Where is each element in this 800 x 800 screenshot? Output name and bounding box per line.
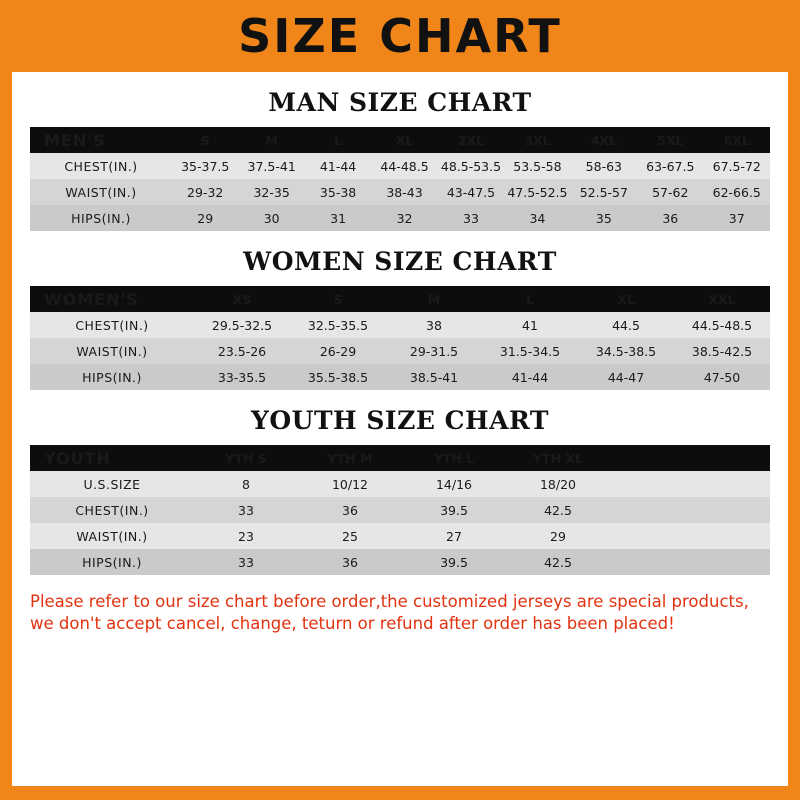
section-title-man: MAN SIZE CHART xyxy=(268,88,532,117)
women-size-table xyxy=(30,286,770,390)
table-cell: 35 xyxy=(571,205,637,231)
table-cell: 58-63 xyxy=(571,153,637,179)
table-cell: 53.5-58 xyxy=(504,153,570,179)
table-header-cell: 2XL xyxy=(438,127,504,153)
table-header-cell: YTH L xyxy=(402,445,506,471)
row-label: WAIST(IN.) xyxy=(30,523,194,549)
table-cell: 36 xyxy=(298,549,402,575)
table-header-cell: 3XL xyxy=(504,127,570,153)
table-cell: 38-43 xyxy=(371,179,437,205)
table-cell: 44.5 xyxy=(578,312,674,338)
table-cell: 47-50 xyxy=(674,364,770,390)
table-cell: 29-31.5 xyxy=(386,338,482,364)
table-row xyxy=(30,497,770,523)
table-header-row xyxy=(30,127,770,153)
table-cell: 29-32 xyxy=(172,179,238,205)
row-label: CHEST(IN.) xyxy=(30,312,194,338)
youth-size-table xyxy=(30,445,770,575)
table-cell: 41-44 xyxy=(482,364,578,390)
row-label: WAIST(IN.) xyxy=(30,338,194,364)
section-youth-size-chart xyxy=(12,406,788,575)
table-header-cell: YTH S xyxy=(194,445,298,471)
row-label: HIPS(IN.) xyxy=(30,205,172,231)
table-header-cell: 6XL xyxy=(704,127,771,153)
table-cell: 38.5-42.5 xyxy=(674,338,770,364)
page-title: SIZE CHART xyxy=(238,9,562,63)
table-cell: 33-35.5 xyxy=(194,364,290,390)
table-cell: 41 xyxy=(482,312,578,338)
row-label: HIPS(IN.) xyxy=(30,364,194,390)
table-header-cell: S xyxy=(290,286,386,312)
header-band xyxy=(0,0,800,72)
row-label: CHEST(IN.) xyxy=(30,497,194,523)
table-cell: 34.5-38.5 xyxy=(578,338,674,364)
section-title-women: WOMEN SIZE CHART xyxy=(243,247,557,276)
table-cell: 25 xyxy=(298,523,402,549)
table-cell: 44.5-48.5 xyxy=(674,312,770,338)
table-cell: 35.5-38.5 xyxy=(290,364,386,390)
table-row xyxy=(30,549,770,575)
table-cell: 52.5-57 xyxy=(571,179,637,205)
table-header-cell: L xyxy=(305,127,371,153)
table-cell: 32.5-35.5 xyxy=(290,312,386,338)
table-cell: 38.5-41 xyxy=(386,364,482,390)
table-cell: 38 xyxy=(386,312,482,338)
row-label: U.S.SIZE xyxy=(30,471,194,497)
table-header-cell: YTH M xyxy=(298,445,402,471)
table-header-cell: 4XL xyxy=(571,127,637,153)
table-cell: 10/12 xyxy=(298,471,402,497)
table-cell: 43-47.5 xyxy=(438,179,504,205)
table-cell: 33 xyxy=(194,497,298,523)
table-cell: 31 xyxy=(305,205,371,231)
table-cell: 29 xyxy=(172,205,238,231)
table-cell: 33 xyxy=(438,205,504,231)
table-cell: 36 xyxy=(637,205,703,231)
table-row xyxy=(30,205,770,231)
table-cell: 39.5 xyxy=(402,549,506,575)
table-cell-spacer xyxy=(610,523,770,549)
table-cell: 44-47 xyxy=(578,364,674,390)
table-header-cell: 5XL xyxy=(637,127,703,153)
table-cell-spacer xyxy=(610,549,770,575)
section-title-youth: YOUTH SIZE CHART xyxy=(251,406,549,435)
table-cell: 47.5-52.5 xyxy=(504,179,570,205)
table-cell: 33 xyxy=(194,549,298,575)
table-cell: 30 xyxy=(238,205,304,231)
footer-note-line-2: we don't accept cancel, change, teturn or refund after order has been placed! xyxy=(30,614,675,634)
table-header-cell: WOMEN'S xyxy=(30,286,194,312)
table-row xyxy=(30,338,770,364)
footer-note-line-1: Please refer to our size chart before order,the customized jerseys are special products, xyxy=(30,592,749,611)
table-cell: 39.5 xyxy=(402,497,506,523)
table-cell: 42.5 xyxy=(506,497,610,523)
table-row xyxy=(30,179,770,205)
section-women-size-chart xyxy=(12,247,788,390)
table-cell: 62-66.5 xyxy=(704,179,771,205)
table-header-cell: XL xyxy=(578,286,674,312)
table-cell: 18/20 xyxy=(506,471,610,497)
table-cell: 37 xyxy=(704,205,771,231)
table-cell: 26-29 xyxy=(290,338,386,364)
row-label: CHEST(IN.) xyxy=(30,153,172,179)
table-header-row xyxy=(30,286,770,312)
table-cell: 27 xyxy=(402,523,506,549)
table-header-cell: MEN'S xyxy=(30,127,172,153)
table-cell: 32-35 xyxy=(238,179,304,205)
table-header-cell: M xyxy=(238,127,304,153)
table-header-cell: YTH XL xyxy=(506,445,610,471)
table-cell: 34 xyxy=(504,205,570,231)
table-cell: 41-44 xyxy=(305,153,371,179)
table-cell: 57-62 xyxy=(637,179,703,205)
table-cell: 35-38 xyxy=(305,179,371,205)
table-cell: 29 xyxy=(506,523,610,549)
table-cell: 67.5-72 xyxy=(704,153,771,179)
table-cell: 31.5-34.5 xyxy=(482,338,578,364)
table-cell: 14/16 xyxy=(402,471,506,497)
table-cell: 36 xyxy=(298,497,402,523)
row-label: WAIST(IN.) xyxy=(30,179,172,205)
table-header-cell: XL xyxy=(371,127,437,153)
table-header-cell: YOUTH xyxy=(30,445,194,471)
table-row xyxy=(30,312,770,338)
table-cell: 29.5-32.5 xyxy=(194,312,290,338)
footer-note xyxy=(30,591,770,636)
table-header-cell: L xyxy=(482,286,578,312)
table-header-cell: XXL xyxy=(674,286,770,312)
table-cell: 32 xyxy=(371,205,437,231)
table-header-row xyxy=(30,445,770,471)
table-row xyxy=(30,523,770,549)
table-header-cell: M xyxy=(386,286,482,312)
footer-bar xyxy=(0,786,800,800)
table-header-spacer xyxy=(610,445,770,471)
table-cell: 37.5-41 xyxy=(238,153,304,179)
table-cell: 8 xyxy=(194,471,298,497)
table-cell: 35-37.5 xyxy=(172,153,238,179)
table-cell: 63-67.5 xyxy=(637,153,703,179)
table-cell: 44-48.5 xyxy=(371,153,437,179)
table-cell: 48.5-53.5 xyxy=(438,153,504,179)
table-header-cell: XS xyxy=(194,286,290,312)
table-cell-spacer xyxy=(610,471,770,497)
table-cell: 23.5-26 xyxy=(194,338,290,364)
table-cell: 23 xyxy=(194,523,298,549)
section-man-size-chart xyxy=(12,88,788,231)
table-cell-spacer xyxy=(610,497,770,523)
row-label: HIPS(IN.) xyxy=(30,549,194,575)
table-header-cell: S xyxy=(172,127,238,153)
table-row xyxy=(30,364,770,390)
table-row xyxy=(30,153,770,179)
man-size-table xyxy=(30,127,770,231)
table-row xyxy=(30,471,770,497)
table-cell: 42.5 xyxy=(506,549,610,575)
